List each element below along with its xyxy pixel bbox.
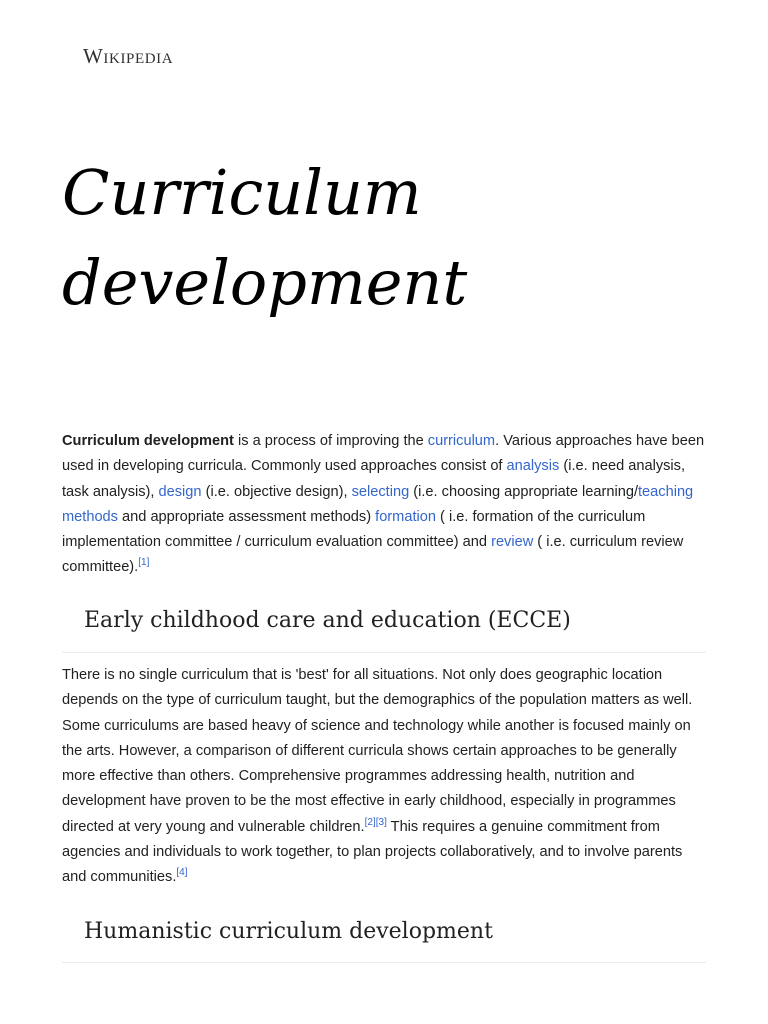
lead-text: is a process of improving the [233, 433, 428, 449]
wikipedia-wordmark[interactable]: Wikipedia [83, 44, 174, 68]
reference-3[interactable]: [3] [375, 816, 387, 828]
link-review[interactable]: review [491, 534, 534, 551]
section-heading-ecce[interactable]: Early childhood care and education (ECCE) [62, 606, 706, 653]
lead-text: and appropriate assessment methods) [117, 508, 376, 525]
link-analysis[interactable]: analysis [506, 458, 560, 475]
page-title: Curriculum development [62, 156, 468, 319]
lead-text: . Various approaches have been used in developing curricula. Commonly used approaches consist of [62, 433, 705, 475]
section-heading-humanistic[interactable]: Humanistic curriculum development [62, 917, 706, 963]
lead-text: ( i.e. curriculum review committee). [62, 534, 684, 576]
link-formation[interactable]: formation [375, 508, 436, 525]
reference-1[interactable]: [1] [138, 557, 150, 569]
ecce-text: There is no single curriculum that is 'best' for all situations. Not only does geographic location depends on the type of curriculum taught, but the demographics of the population matters as well. Some curriculums are based heavy of science and technology while another is focused mainly on the arts. However, a comparison of different curricula shows certain approaches to be generally more effective than others. Comprehensive programmes addressing health, nutrition and development have proven to be the most effective in early childhood, especially in programmes directed at very young and vulnerable children. [62, 667, 693, 835]
section-ecce-body [62, 663, 707, 891]
reference-2[interactable]: [2] [364, 816, 376, 828]
link-selecting[interactable]: selecting [351, 483, 410, 500]
ecce-paragraph [62, 663, 707, 891]
ecce-text: This requires a genuine commitment from agencies and individuals to work together, to plan projects collaboratively, and to involve parents and communities. [62, 818, 683, 886]
link-teaching-methods[interactable]: teaching methods [62, 483, 694, 525]
lead-text: (i.e. need analysis, task analysis), [62, 458, 686, 500]
link-curriculum[interactable]: curriculum [427, 433, 496, 449]
lead-text: (i.e. choosing appropriate learning/ [409, 483, 638, 500]
lead-text: (i.e. objective design), [201, 483, 352, 500]
reference-4[interactable]: [4] [176, 867, 188, 879]
lead-text: ( i.e. formation of the curriculum implementation committee / curriculum evaluation committee) and [62, 508, 646, 551]
link-design[interactable]: design [158, 483, 202, 500]
lead-bold-term: Curriculum development [62, 433, 234, 449]
lead-section [62, 429, 707, 581]
lead-paragraph [62, 429, 707, 581]
